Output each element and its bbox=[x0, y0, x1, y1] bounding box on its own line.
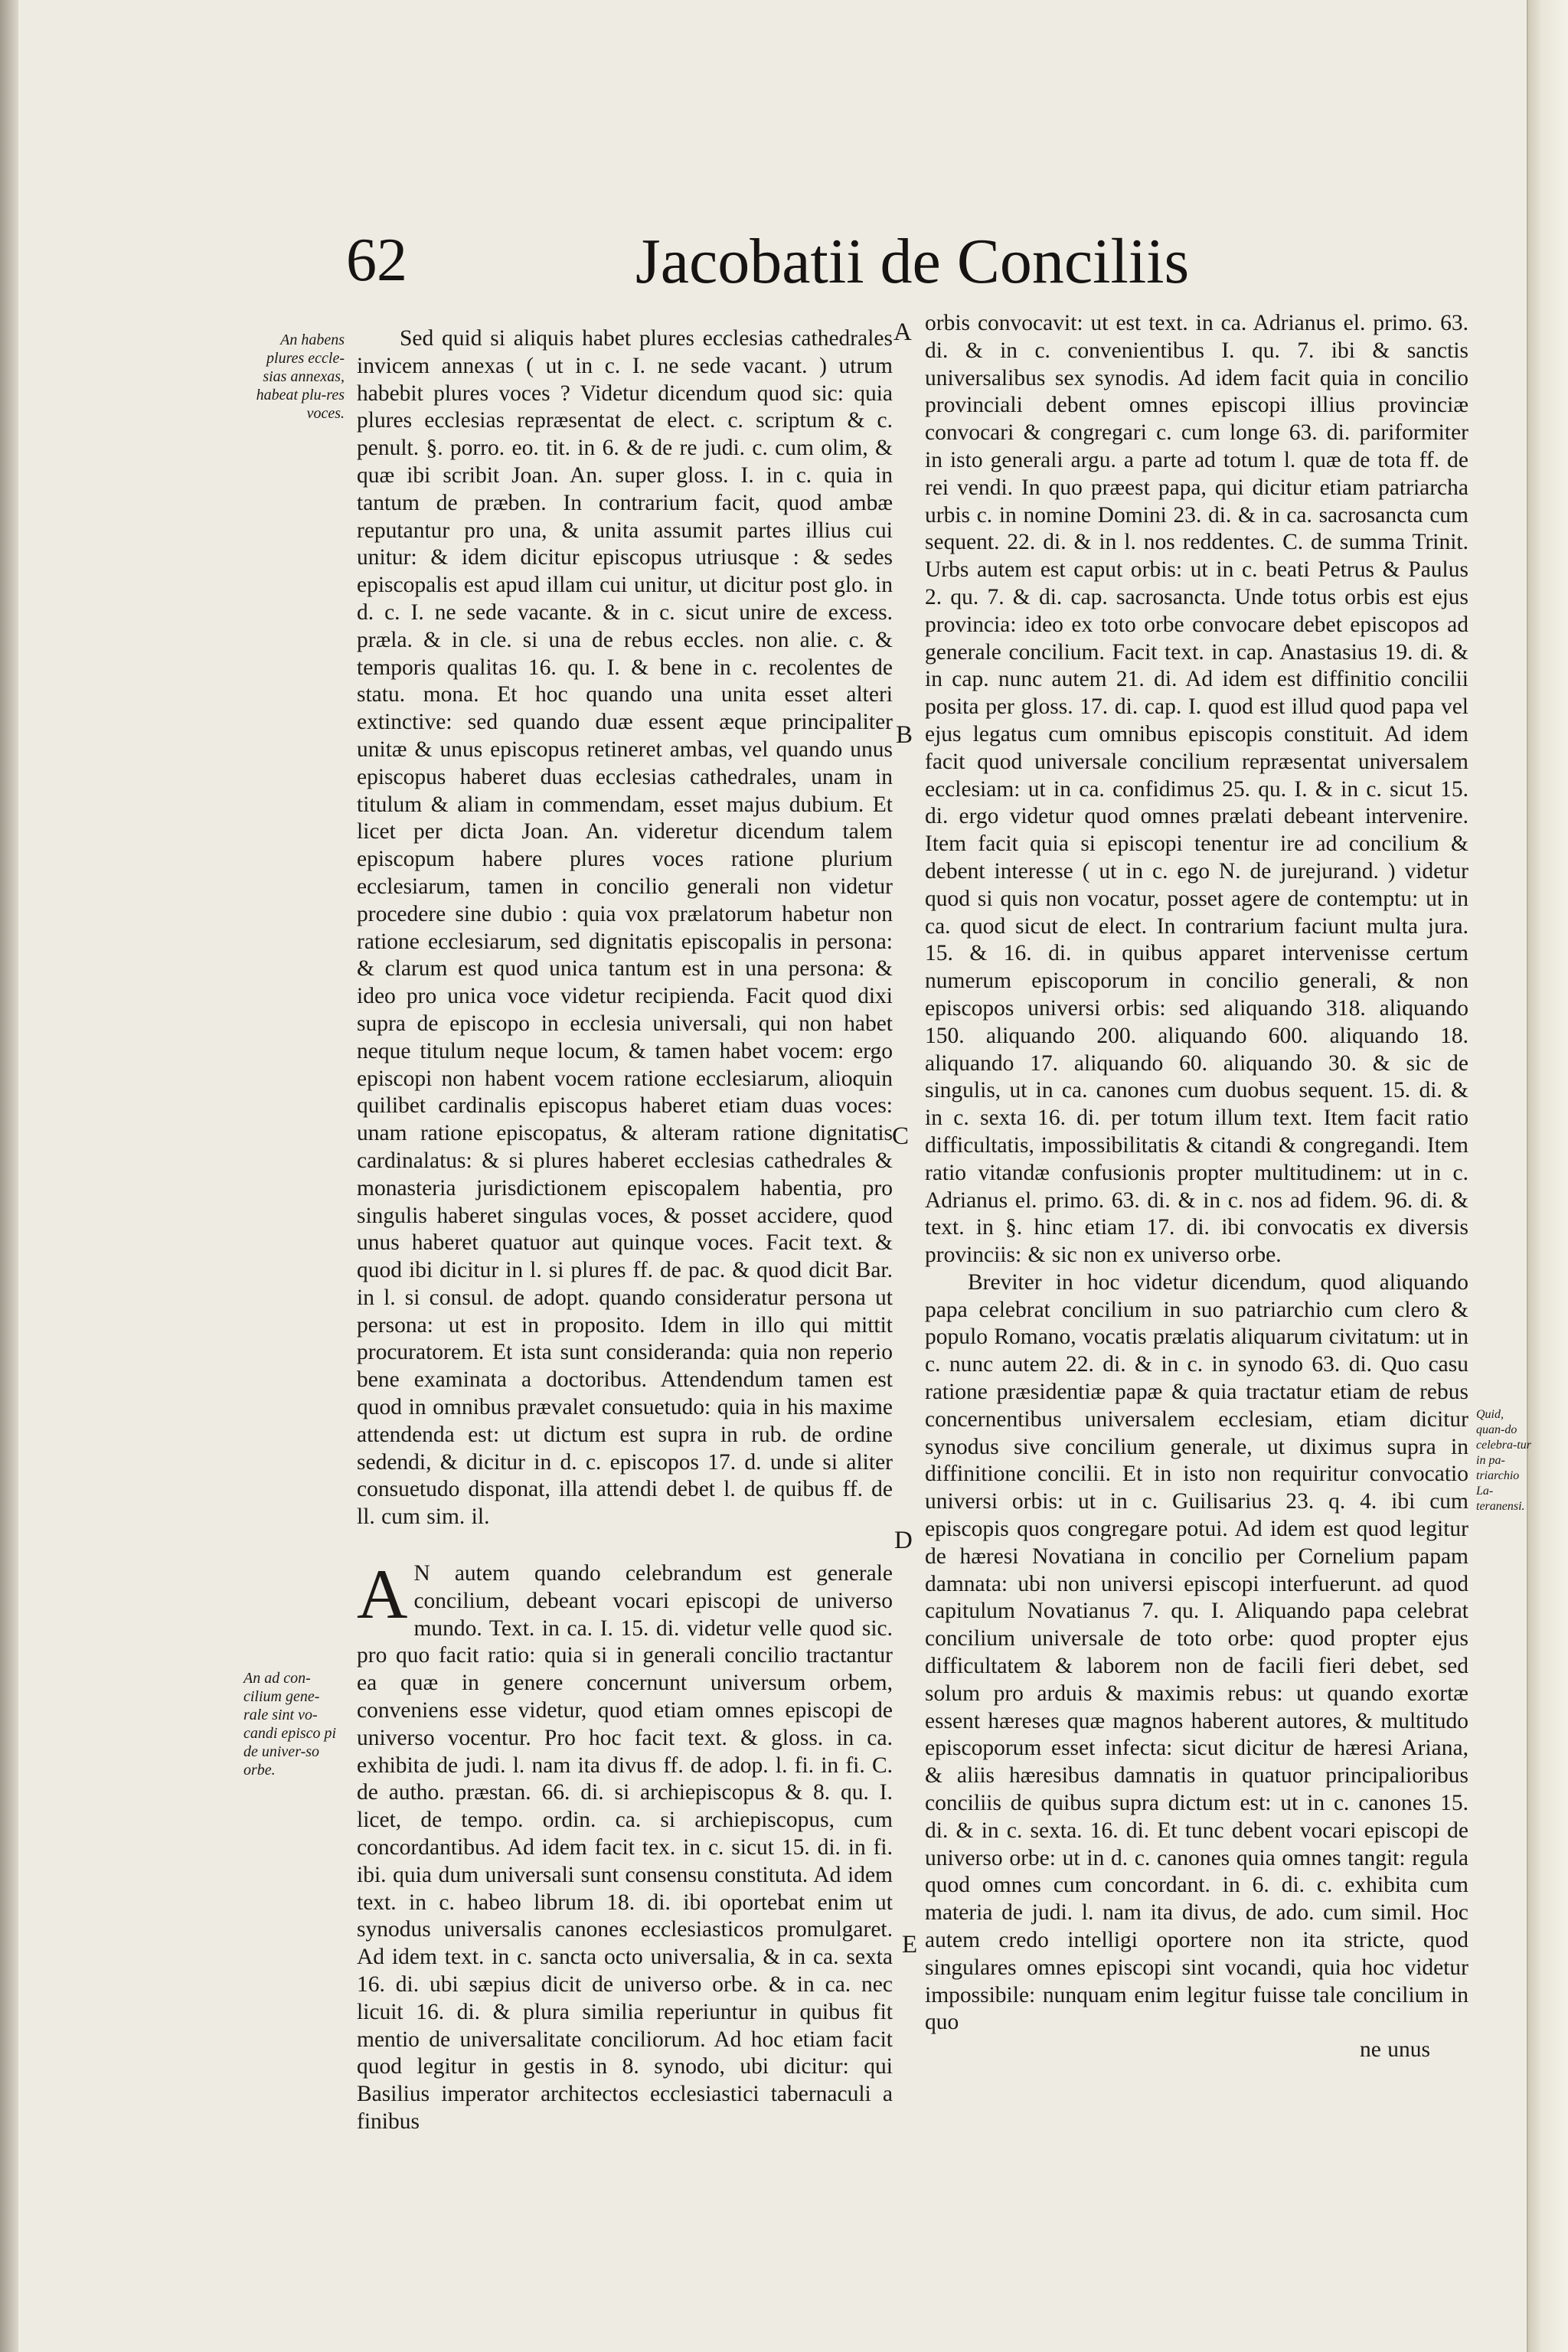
left-paragraph-2 bbox=[357, 1555, 893, 2136]
left-paragraph-2-text: N autem quando celebrandum est generale concilium, debeant vocari episcopi de universo mundo. Text. in ca. I. 15. di. videtur velle quod sic. pro quo facit ratio: quia si in generali concilio tractantur ea quæ in genere concernunt universum orbem, conveniens esse videtur, quod etiam omnes episcopi de universo vocentur. Pro hoc facit text. & gloss. in ca. exhibita de judi. l. nam ita divus ff. de adop. l. fi. in fi. C. de autho. præstan. 66. di. si archiepiscopus & 8. qu. I. licet, de tempo. ordin. ca. si archiepiscopus, cum concordantibus. Ad idem facit tex. in c. sicut 15. di. in fi. ibi. quia dum universali sunt consensu constituta. Ad idem text. in c. habeo librum 18. di. ibi oportebat enim ut synodus universalis canones ecclesiasticos promulgaret. Ad idem text. in c. sancta octo universalia, & in ca. sexta 16. di. ubi sæpius dicit de universo orbe. & in ca. nec licuit 16. di. & plura similia reperiuntur in quibus fit mentio de universalitate conciliorum. Ad hoc etiam facit quod legitur in gestis in 8. synodo, ubi dicitur: qui Basilius imperator architectos ecclesiastici tabernaculi a finibus bbox=[357, 1561, 893, 2134]
right-column bbox=[925, 310, 1468, 2064]
left-column bbox=[357, 325, 893, 2136]
section-letter-b: B bbox=[896, 721, 913, 749]
left-paragraph-1: Sed quid si aliquis habet plures ecclesias cathedrales invicem annexas ( ut in c. I. ne sede vacant. ) utrum habebit plures voces ? Videtur dicendum quod sic: quia plures ecclesias repræsentat de elect. c. scriptum & c. penult. §. porro. eo. tit. in 6. & de re judi. c. cum olim, & quæ ibi scribit Joan. An. super gloss. I. in c. quia in tantum de præben. In contrarium facit, quod ambæ reputantur pro una, & unita assumit partes illius cui unitur: & idem dicitur episcopus utriusque : & sedes episcopalis est apud illam cui unitur, ut dicitur post glo. in d. c. I. ne sede vacante. & in c. sicut unire de excess. præla. & in cle. si una de rebus eccles. non alie. c. & temporis qualitas 16. qu. I. & bene in c. recolentes de statu. mona. Et hoc quando una unita esset alteri extinctive: sed quando duæ essent æque principaliter unitæ & unus episcopus retineret ambas, vel quando unus episcopus haberet duas ecclesias cathedrales, unam in titulum & aliam in commendam, esset majus dubium. Et licet per dicta Joan. An. videretur dicendum talem episcopum habere plures voces ratione plurium ecclesiarum, tamen in concilio generali non videtur procedere sine dubio : quia vox prælatorum habetur non ratione ecclesiarum, sed dignitatis episcopalis in persona: & clarum est quod unica tantum est in una persona: & ideo pro unica voce videtur recipienda. Facit quod dixi supra de episcopo in ecclesia universali, qui non habet neque titulum neque locum, & tamen habet vocem: ergo episcopi non habent vocem ratione ecclesiarum, alioquin quilibet cardinalis episcopus haberet etiam duas voces: unam ratione episcopatus, & alteram ratione dignitatis cardinalatus: & si plures haberet ecclesias cathedrales & monasteria jurisdictionem episcopalem habentia, pro singulis haberet singulas voces, & posset accidere, quod unus haberet quatuor aut quinque voces. Facit text. & quod ibi dicitur in l. si plures ff. de pac. & quod dicit Bar. in l. si consul. de adopt. quando consideratur persona ut persona: ut est in proposito. Idem in illo qui mittit procuratorem. Et ista sunt consideranda: quia non reperio bene examinata a doctoribus. Attendendum tamen est quod in omnibus prævalet consuetudo: quia in his maxime attendenda est: ut dictum est supra in rub. de ordine sedendi, & dicitur in d. c. episcopos 17. d. unde si aliter consuetudo disponat, illa attendi debet l. de quibus ff. de ll. cum sim. il. bbox=[357, 326, 893, 1530]
drop-cap: A bbox=[357, 1555, 408, 1634]
section-letter-a: A bbox=[893, 318, 912, 346]
section-letter-c: C bbox=[892, 1122, 910, 1150]
right-paragraph-1: orbis convocavit: ut est text. in ca. Adrianus el. primo. 63. di. & in c. convenientibus I. qu. 7. ibi & sanctis universalibus sex synodis. Ad idem facit quia in concilio provinciali debent omnes episcopi illius provinciæ convocari & congregari c. cum longe 63. di. pariformiter in isto generali argu. a parte ad totum l. quæ de tota ff. de rei vendi. In quo præest papa, qui dicitur etiam patriarcha urbis c. in nomine Domini 23. di. & in ca. sacrosancta cum sequent. 22. di. & in l. nos reddentes. C. de summa Trinit. Urbs autem est caput orbis: ut in c. beati Petrus & Paulus 2. qu. 7. & di. cap. sacrosancta. Unde totus orbis est ejus provincia: ideo ex toto orbe convocare debet episcopos ad generale concilium. Facit text. in cap. Anastasius 19. di. & in cap. nunc autem 21. di. Ad idem est diffinitio concilii posita per gloss. 17. di. cap. I. quod est illud quod papa vel ejus legatus cum omnibus episcopis constituit. Ad idem facit quod universale concilium repræsentat universalem ecclesiam: ut in ca. confidimus 25. qu. I. & in c. sicut 15. di. ergo videtur quod omnes prælati debeant intervenire. Item facit quia si episcopi tenentur ire ad concilium & debent interesse ( ut in c. ego N. de jurejurand. ) videtur quod si quis non vocatur, posset agere de contemptu: ut in ca. quod sicut de elect. In contrarium faciunt multa jura. 15. & 16. di. in quibus apparet intervenisse certum numerum episcoporum in concilio generali, & non episcopos universi orbis: sed aliquando 318. aliquando 150. aliquando 200. aliquando 600. aliquando 18. aliquando 17. aliquando 60. aliquando 30. & sic de singulis, ut in ca. canones cum duobus sequent. 15. di. & in c. sexta 16. di. per totum illum text. Item facit ratio difficultatis, impossibilitatis & citandi & congregandi. Item ratio vitandæ confusionis propter multitudinem: ut in c. Adrianus el. primo. 63. di. & in c. nos ad fidem. 96. di. & text. in §. hinc etiam 17. di. ibi convocatis ex diversis provinciis: & sic non ex universo orbe. bbox=[925, 311, 1468, 1268]
section-letter-e: E bbox=[902, 1931, 918, 1958]
catchword: ne unus bbox=[1360, 2037, 1430, 2063]
right-paragraph-2: Breviter in hoc videtur dicendum, quod aliquando papa celebrat concilium in suo patriarchio cum clero & populo Romano, vocatis prælatis aliquarum civitatum: ut in c. nunc autem 22. di. & in c. in synodo 63. di. Quo casu ratione præsidentiæ papæ & quia tractatur etiam de rebus concernentibus universalem ecclesiam, etiam dicitur synodus sive concilium generale, ut diximus supra in diffinitione concilii. Et in isto non requiritur convocatio universi orbis: ut in c. Guilisarius 23. q. 4. ibi cum episcopis quos congregare potui. Ad idem est quod legitur de hæresi Novatiana in concilio per Cornelium papam damnata: ubi non universi episcopi interfuerunt. ad quod capitulum Novatianus 7. qu. I. Aliquando papa celebrat concilium universale de toto orbe: quod propter ejus difficultatem & laborem non de facili fieri debet, sed solum pro arduis & maximis rebus: ut quando exortæ essent hæreses quæ magnos haberent autores, & multitudo episcoporum esset infecta: sicut dicitur de hæresi Ariana, & aliis hæresibus damnatis in quatuor principalioribus conciliis de quibus supra dictum est: ut in c. canones 15. di. & in c. sexta. 16. di. Et tunc debent vocari episcopi de universo orbe: ut in d. c. canones quia omnes tangit: regula quod omnes cum concordant. in 6. di. c. exhibita cum materia de judi. l. nam ita divus, de ado. cum simil. Hoc autem credo intelligi oportere non ita stricte, quod singulares omnes episcopi sint vocandi, quia hoc videtur impossibile: nunquam enim legitur fuisse tale concilium in quo bbox=[925, 1269, 1468, 2035]
next-page-edge bbox=[1527, 0, 1568, 2352]
section-letter-d: D bbox=[894, 1527, 913, 1554]
running-title: Jacobatii de Conciliis bbox=[635, 226, 1190, 297]
margin-note-right-1: Quid, quan-do celebra-tur in pa-triarchio La-teranensi. bbox=[1476, 1408, 1531, 1513]
binding-gutter bbox=[0, 0, 18, 2352]
margin-note-left-1: An habens plures eccle-sias annexas, habeat plu-res voces. bbox=[256, 332, 345, 422]
page-number: 62 bbox=[346, 227, 407, 294]
margin-note-left-2: An ad con-cilium gene-rale sint vo-candi episco pi de univer-so orbe. bbox=[243, 1670, 337, 1779]
